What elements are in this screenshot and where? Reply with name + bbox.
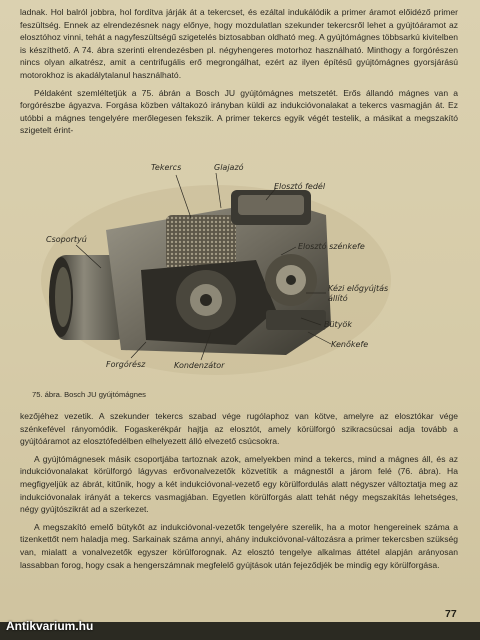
label-kondenzator: Kondenzátor <box>174 361 225 370</box>
label-eloszto-fedel: Elosztó fedél <box>274 182 326 191</box>
label-csoportyu: Csoportyú <box>46 235 87 244</box>
watermark-logo: Antikvarium.hu <box>6 619 94 633</box>
paragraph-3: kezőjéhez vezetik. A szekunder tekercs szabad vége rugólaphoz van kötve, amelyre az elosztókar vége szénkefével rányomódik. Fogaskerékpár hajtja az elosztót, amely körülforgó szikracsúcsai adja tovább a gyújtóáramot az elosztófedélben elhelyezett álló elvezető csúcsokra. <box>20 411 458 447</box>
text-block-top <box>20 6 458 137</box>
paragraph-1: ladnak. Hol balról jobbra, hol fordítva járják át a tekercset, és ezáltal indukálódik a primer áramot előidéző primer feszültség. Ennek az elrendezésnek nagy előnye, hogy mozdulatlan szekunder tekercsről lehet a gyújtóáramot az elosztóhoz vinni, tehát a nagyfeszültségű szigetelés biztosabban oldható meg. A gyújtómágnes többsarkú kivitelben is készíthető. A 74. ábra szerinti elrendezésben pl. négyhengeres motorhoz használható. Minthogy a forgórészen nincs olyan alkatrész, amit a centrifugális erő megrongálhat, ezért az ilyen építésű gyújtómágnes gyorsjárású motorokhoz is akadálytalanul használható. <box>20 7 458 80</box>
label-butyok: Bütyök <box>324 320 352 329</box>
paragraph-2: Példaként szemléltetjük a 75. ábrán a Bosch JU gyújtómágnes metszetét. Erős állandó mágnes van a forgórészbe ágyazva. Forgása közben váltakozó irányban küldi az indukcióvonalakat a tekercs vasmagján át. Ez utóbbi a mágnes tengelyére merőlegesen fekszik. A primer tekercs egyik végét testelik, a másikat a megszakító szigetelt érint- <box>20 87 458 136</box>
figure-bosch-magneto <box>26 160 446 375</box>
label-glajazo: Glajazó <box>214 163 244 172</box>
label-szenkefe: Kenőkefe <box>331 340 369 349</box>
paragraph-4: A gyújtómágnesek másik csoportjába tartoznak azok, amelyekben mind a tekercs, mind a mágnes áll, és az indukcióvonalakat körülforgó lágyvas erővonalvezetők közvetítik a mágnestől a járom felé (76. ábra). Ha megfigyeljük az ábrát, kitűnik, hogy a két indukcióvonal-vezető egy körülfordulás alatt négyszer változtatja meg az indukcióvonalak irányát a tekercs vasmagjában. Egyetlen körülforgás alatt tehát négy megszakítás lehetséges, négy gyújtószikrát ad a szerkezet. <box>20 453 458 515</box>
text-block-bottom <box>20 410 458 571</box>
label-forgoresz: Forgórész <box>106 360 146 369</box>
page-number: 77 <box>445 608 457 620</box>
magneto-illustration <box>26 160 446 375</box>
label-eloszto-szenkefe: Elosztó szénkefe <box>298 242 365 251</box>
label-tekercs: Tekercs <box>151 163 182 172</box>
paragraph-5: A megszakító emelő bütykőt az indukcióvonal-vezetők tengelyére szerelik, ha a motor hengereinek száma a tizenkettőt nem haladja meg. Sarkainak száma annyi, ahány indukcióvonal-változásra a primer tekercsben szükség van, mialatt a vonalvezetők egyszer körülforognak. Az elosztó tengelye alkalmas áttétel alapján arányosan lassabban forog, hogy csak a hengerszámnak megfelelő gyújtások után fejeződjék be mindig egy körülforgása. <box>20 521 458 570</box>
label-kezi-allitas: Kézi előgyújtás állító <box>328 284 389 303</box>
figure-caption: 75. ábra. Bosch JU gyújtómágnes <box>32 390 146 399</box>
